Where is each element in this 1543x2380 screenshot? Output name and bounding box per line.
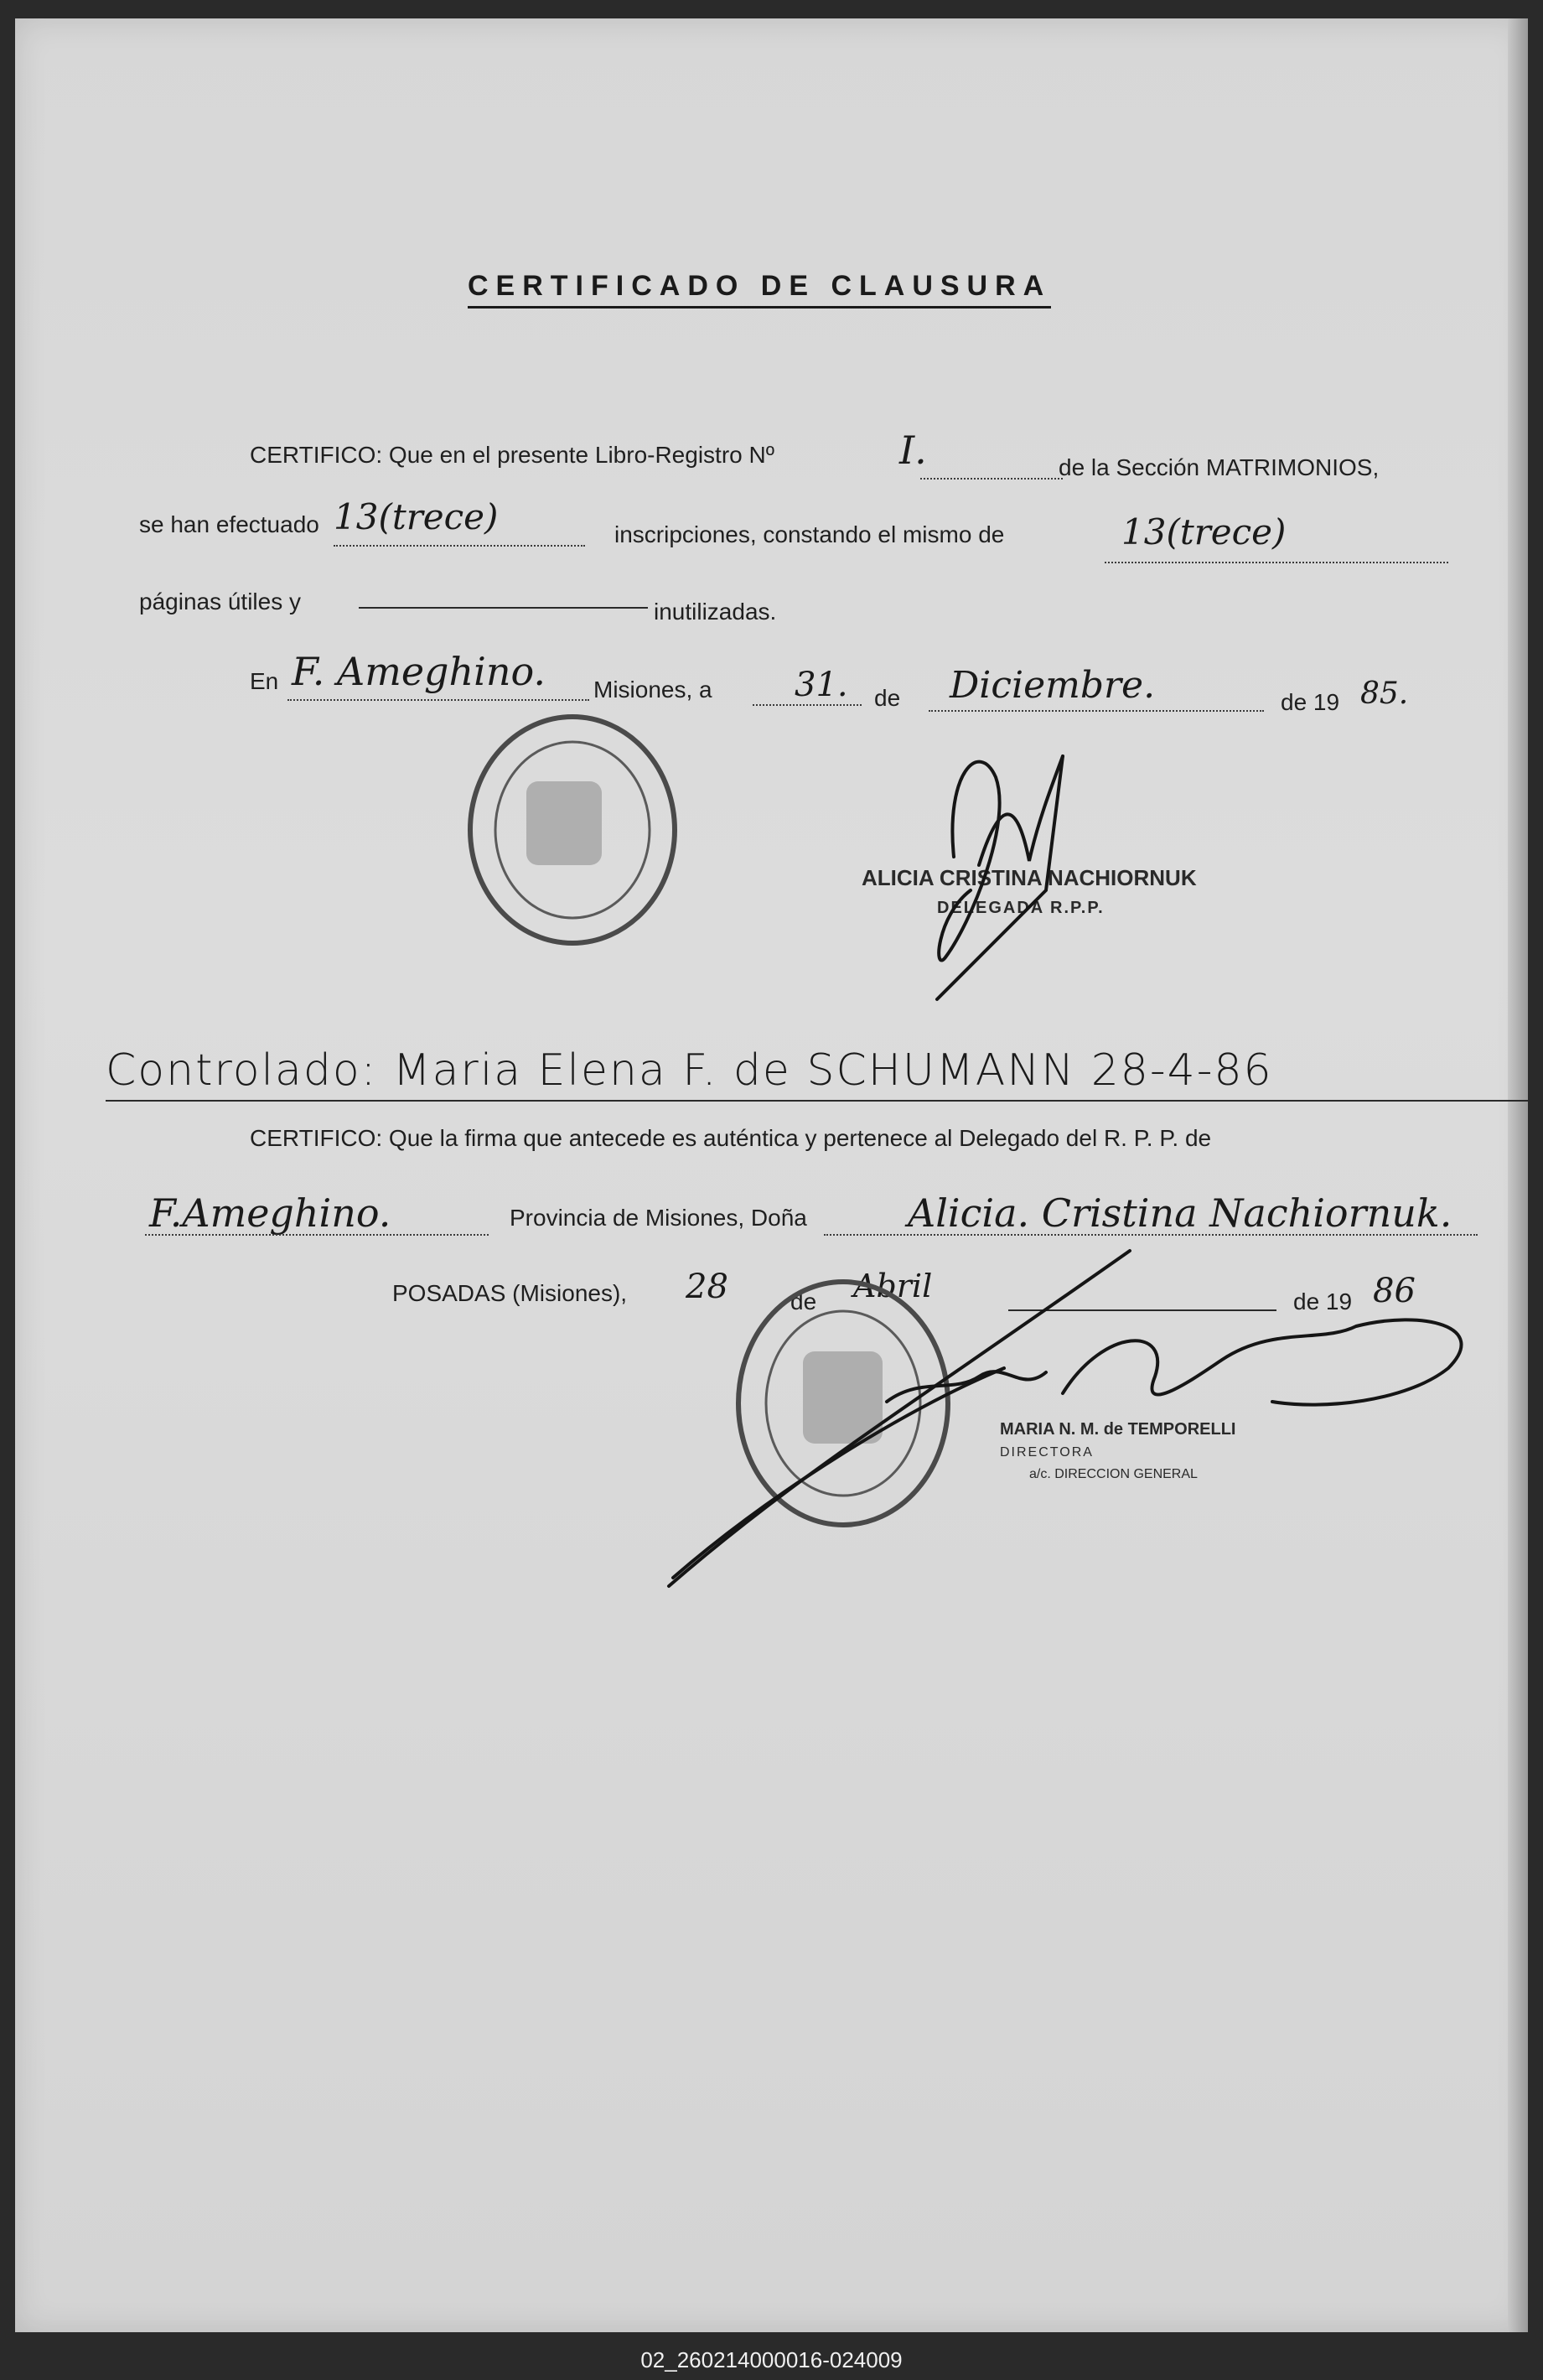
place-ameghino: F. Ameghino. [292,649,546,694]
de-text: de [874,685,901,711]
provincia-text: Provincia de Misiones, Doña [510,1205,807,1231]
inutilizadas-text: inutilizadas. [654,599,777,625]
document-title: CERTIFICADO DE CLAUSURA [468,270,1051,309]
director-seal [738,1282,948,1525]
director-role: DIRECTORA [1000,1445,1094,1460]
paginas-number: 13(trece) [1121,511,1287,552]
month-abril: Abril [853,1268,933,1304]
seccion-text: de la Sección MATRIMONIOS, [1059,454,1380,480]
place-ameghino-2: F.Ameghino. [149,1190,391,1236]
delegate-signature [937,756,1063,999]
de-19-text-2: de 19 [1293,1289,1353,1314]
footer-id: 02_260214000016-024009 [640,2347,903,2372]
stamps-signatures-layer [15,18,1528,2332]
year-85: 85. [1360,677,1409,711]
document-page [15,18,1528,2332]
controlado-note: Controlado: Maria Elena F. de SCHUMANN 28-4-86 [106,1045,1273,1096]
certifico-text-1: CERTIFICO: Que en el presente Libro-Registro Nº [250,442,774,468]
certifico-text-2: CERTIFICO: Que la firma que antecede es auténtica y pertenece al Delegado del R. P. P. de [250,1125,1212,1151]
inscripciones-text: inscripciones, constando el mismo de [614,521,1005,547]
de-text-2: de [790,1289,817,1314]
month-diciembre: Diciembre. [950,664,1156,707]
day-28: 28 [686,1268,728,1306]
en-text: En [250,668,279,694]
posadas-text: POSADAS (Misiones), [392,1280,628,1306]
inscripciones-number: 13(trece) [334,496,499,537]
day-31: 31. [795,666,848,704]
paginas-utiles-text: páginas útiles y [139,589,302,614]
year-86: 86 [1373,1272,1416,1310]
de-19-text: de 19 [1281,689,1340,715]
director-sub: a/c. DIRECCION GENERAL [1029,1467,1198,1481]
person-name: Alicia. Cristina Nachiornuk. [908,1190,1452,1236]
delegate-name: ALICIA CRISTINA NACHIORNUK [862,865,1197,890]
director-name: MARIA N. M. de TEMPORELLI [1000,1420,1236,1439]
delegate-seal [470,717,675,943]
delegate-role: DELEGADA R.P.P. [937,899,1105,917]
misiones-text: Misiones, a [593,677,712,703]
libro-number: I. [899,428,927,473]
se-han-text: se han efectuado [139,511,319,537]
